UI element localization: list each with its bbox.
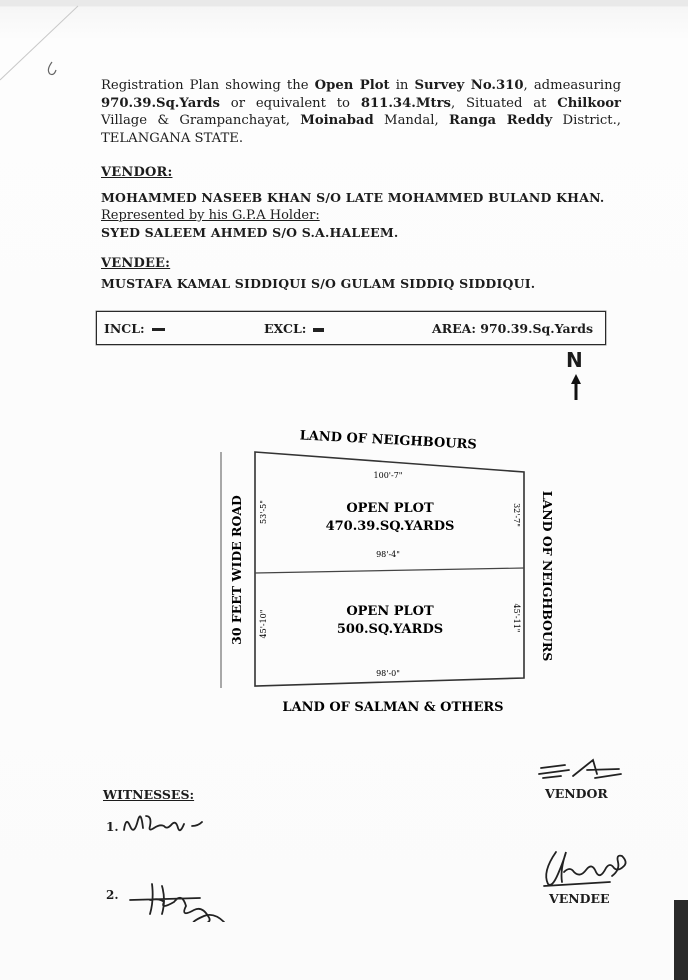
middle-dimension: 98'-4" bbox=[376, 550, 400, 559]
witness2-number: 2. bbox=[106, 888, 119, 902]
left-upper-dimension: 53'-5" bbox=[259, 500, 268, 524]
vendee-signature-label: VENDEE bbox=[549, 891, 610, 906]
plot2-area: 500.SQ.YARDS bbox=[336, 622, 444, 637]
top-boundary-label: LAND OF NEIGHBOURS bbox=[299, 428, 478, 453]
incl-field: INCL: bbox=[104, 321, 165, 336]
left-boundary-label: 30 FEET WIDE ROAD bbox=[229, 495, 244, 645]
excl-field: EXCL: bbox=[264, 321, 324, 336]
vendor-signature bbox=[535, 752, 625, 782]
gpa-represented-text: Represented by his G.P.A Holder: bbox=[101, 208, 320, 223]
vendor-heading: VENDOR: bbox=[101, 165, 173, 180]
top-dimension: 100'-7" bbox=[373, 471, 403, 480]
north-label: N bbox=[566, 348, 583, 372]
area-field: AREA: 970.39.Sq.Yards bbox=[432, 321, 594, 336]
right-upper-dimension: 32'-7" bbox=[512, 503, 521, 527]
witness2-signature bbox=[128, 878, 268, 922]
bottom-dimension: 98'-0" bbox=[376, 669, 400, 678]
witness1-number: 1. bbox=[106, 820, 119, 834]
dark-edge-shadow bbox=[674, 900, 688, 980]
left-lower-dimension: 45'-10" bbox=[259, 609, 268, 639]
vendee-heading: VENDEE: bbox=[101, 256, 171, 271]
right-boundary-label: LAND OF NEIGHBOURS bbox=[540, 490, 555, 662]
vendee-name: MUSTAFA KAMAL SIDDIQUI S/O GULAM SIDDIQ SIDDIQUI. bbox=[101, 276, 536, 291]
plot2-title: OPEN PLOT bbox=[346, 604, 434, 619]
plot1-area: 470.39.SQ.YARDS bbox=[325, 519, 455, 534]
witnesses-heading: WITNESSES: bbox=[103, 787, 195, 802]
vendor-name: MOHAMMED NASEEB KHAN S/O LATE MOHAMMED BULAND KHAN. bbox=[101, 190, 605, 205]
vendee-signature bbox=[538, 846, 638, 892]
witness1-signature bbox=[118, 802, 218, 846]
bottom-boundary-label: LAND OF SALMAN & OTHERS bbox=[282, 700, 504, 715]
registration-plan-description: Registration Plan showing the Open Plot in Survey No.310, admeasuring 970.39.Sq.Yards or equivalent to 811.34.Mtrs, Situated at Chilkoor Village & Grampanchayat, Moinabad Mandal, Ranga Reddy District., TELANGANA STATE. bbox=[101, 78, 622, 146]
vendor-signature-label: VENDOR bbox=[545, 786, 608, 801]
gpa-holder-name: SYED SALEEM AHMED S/O S.A.HALEEM. bbox=[101, 225, 399, 240]
plot1-title: OPEN PLOT bbox=[346, 501, 434, 516]
right-lower-dimension: 45'-11" bbox=[512, 603, 521, 633]
plot-division-line bbox=[255, 568, 524, 573]
